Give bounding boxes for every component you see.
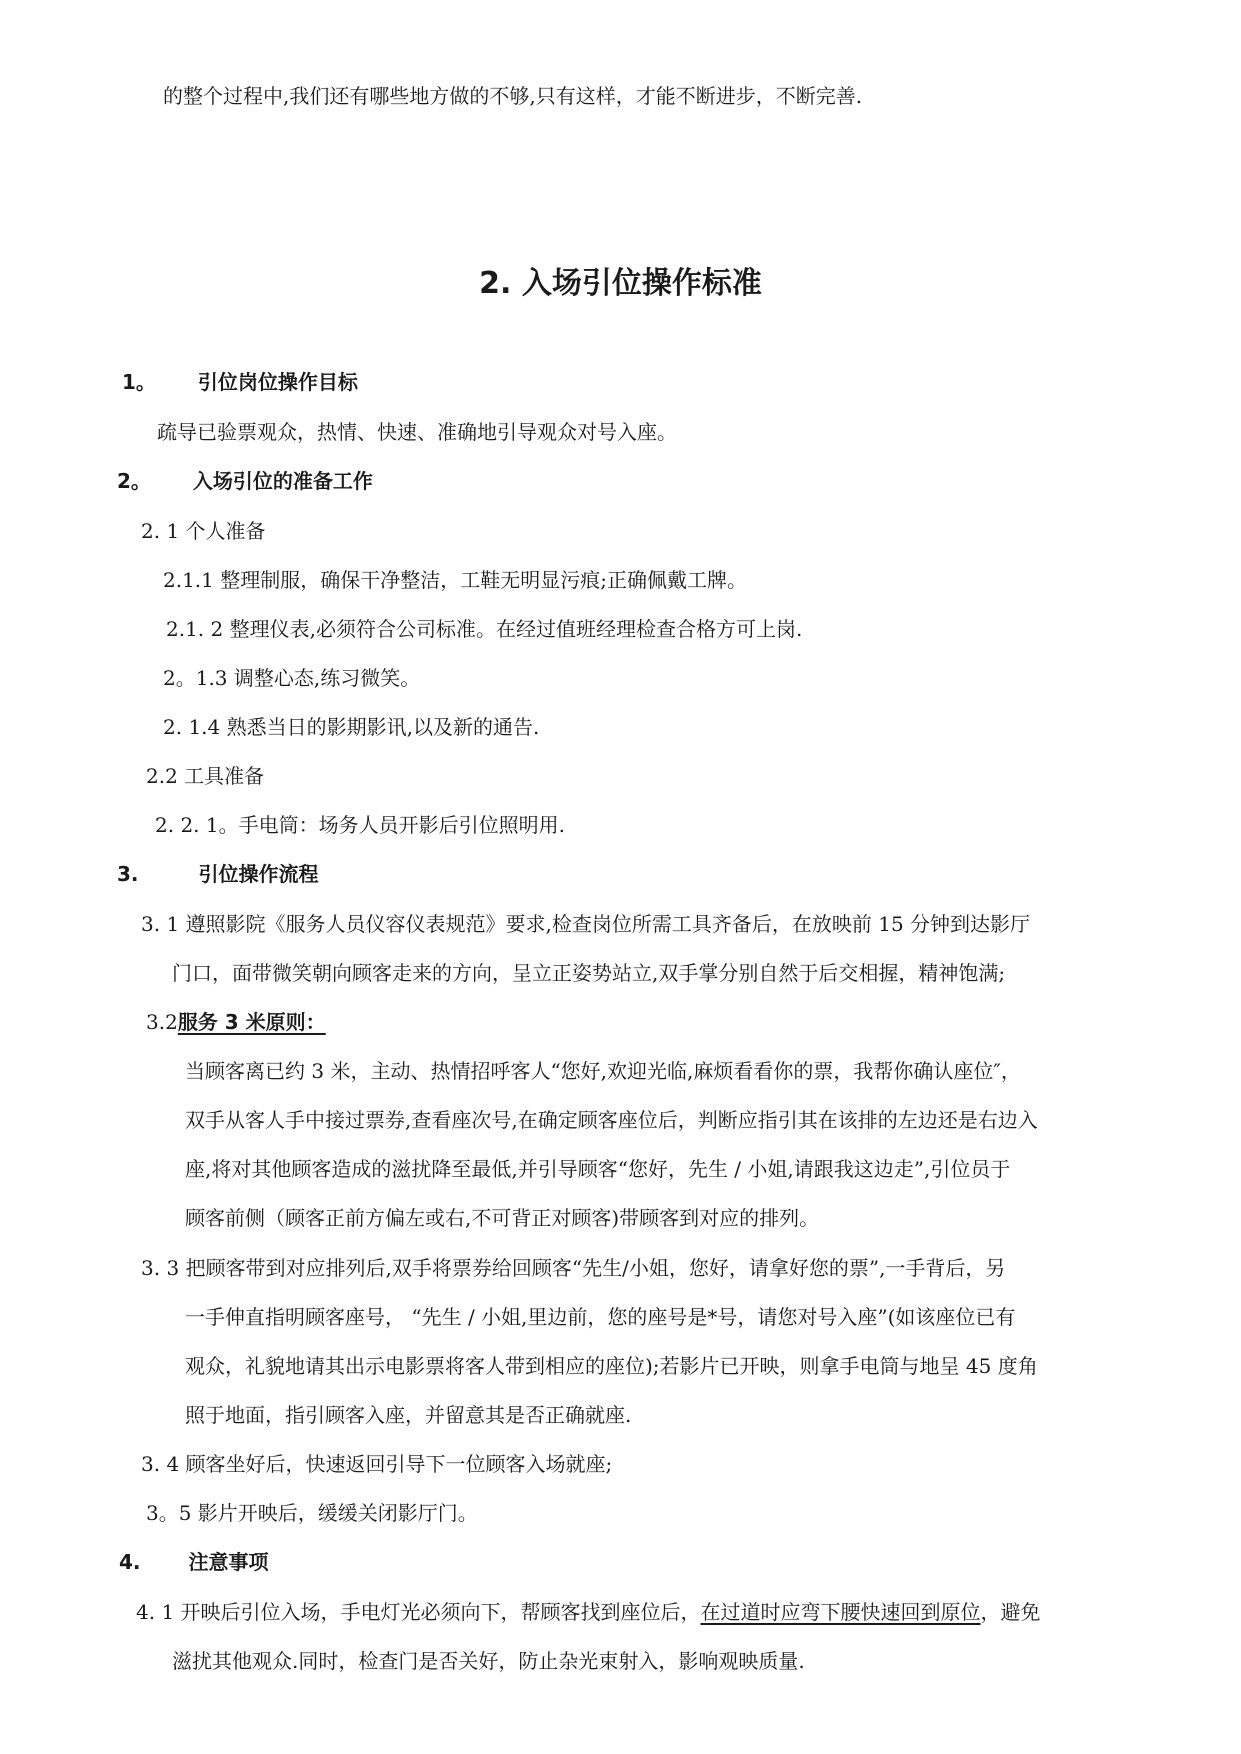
section-3-heading [117, 860, 319, 888]
para-4-1-text-a: 4. 1 开映后引位入场，手电灯光必须向下，帮顾客找到座位后， [136, 1600, 701, 1624]
item-2-1-2: 2.1. 2 整理仪表,必须符合公司标准。在经过值班经理检查合格方可上岗. [166, 617, 803, 641]
section-1-text: 疏导已验票观众，热情、快速、准确地引导观众对号入座。 [157, 420, 677, 444]
para-4-1-underlined: 在过道时应弯下腰快速回到原位 [700, 1600, 981, 1624]
page-title: 2. 入场引位操作标准 [479, 266, 762, 301]
para-3-3-line-2: 一手伸直指明顾客座号， “先生 / 小姐,里边前，您的座号是*号，请您对号入座”(如该座位已有 [185, 1305, 1016, 1329]
section-4-heading [119, 1548, 269, 1576]
para-3-2-line-4: 顾客前侧（顾客正前方偏左或右,不可背正对顾客)带顾客到对应的排列。 [185, 1206, 820, 1230]
section-2-heading [117, 467, 373, 495]
section-number: 4. [119, 1550, 141, 1574]
para-3-3-line-3: 观众，礼貌地请其出示电影票将客人带到相应的座位);若影片已开映，则拿手电筒与地呈 45 度角 [185, 1354, 1038, 1378]
section-title: 引位岗位操作目标 [197, 370, 358, 394]
para-4-1-line-2: 滋扰其他观众.同时，检查门是否关好，防止杂光束射入，影响观映质量. [172, 1649, 805, 1673]
item-2-2-1: 2. 2. 1。手电筒：场务人员开影后引位照明用. [155, 813, 565, 837]
section-title: 引位操作流程 [198, 862, 319, 886]
para-3-1-line-1: 3. 1 遵照影院《服务人员仪容仪表规范》要求,检查岗位所需工具齐备后，在放映前 15 分钟到达影厅 [141, 912, 1031, 936]
intro-line: 的整个过程中,我们还有哪些地方做的不够,只有这样，才能不断进步，不断完善. [163, 84, 863, 108]
subsection-2-1: 2. 1 个人准备 [141, 519, 266, 543]
para-4-1-line-1 [136, 1598, 1041, 1626]
subsection-2-2: 2.2 工具准备 [146, 764, 265, 788]
item-2-1-1: 2.1.1 整理制服，确保干净整洁，工鞋无明显污痕;正确佩戴工牌。 [163, 568, 747, 592]
para-3-2-line-1: 当顾客离已约 3 米，主动、热情招呼客人“您好,欢迎光临,麻烦看看你的票，我帮你确认座位″， [185, 1059, 1021, 1083]
para-3-3-line-4: 照于地面，指引顾客入座，并留意其是否正确就座. [185, 1403, 632, 1427]
para-3-2-line-2: 双手从客人手中接过票券,查看座次号,在确定顾客座位后，判断应指引其在该排的左边还是右边入 [185, 1108, 1038, 1132]
section-1-heading [122, 368, 358, 396]
para-3-2-line-3: 座,将对其他顾客造成的滋扰降至最低,并引导顾客“您好，先生 / 小姐,请跟我这边走”,引位员于 [185, 1157, 1011, 1181]
section-number: 3. [117, 862, 139, 886]
para-3-1-line-2: 门口，面带微笑朝向顾客走来的方向，呈立正姿势站立,双手掌分别自然于后交相握，精神饱满; [172, 961, 1006, 985]
section-number: 1。 [122, 370, 156, 394]
para-3-3-line-1: 3. 3 把顾客带到对应排列后,双手将票券给回顾客“先生/小姐，您好，请拿好您的票”,一手背后，另 [141, 1256, 1006, 1280]
section-title: 入场引位的准备工作 [192, 469, 373, 493]
section-title: 注意事项 [188, 1550, 269, 1574]
para-3-2-heading: 服务 3 米原则： [177, 1010, 326, 1034]
section-number: 2。 [117, 469, 151, 493]
para-number: 3.2 [146, 1010, 178, 1034]
para-3-2-heading-line [146, 1008, 326, 1036]
item-2-1-4: 2. 1.4 熟悉当日的影期影讯,以及新的通告. [163, 715, 540, 739]
para-3-4: 3. 4 顾客坐好后，快速返回引导下一位顾客入场就座; [141, 1452, 613, 1476]
para-4-1-text-b: ，避免 [980, 1600, 1041, 1624]
para-3-5: 3。5 影片开映后，缓缓关闭影厅门。 [146, 1501, 478, 1525]
item-2-1-3: 2。1.3 调整心态,练习微笑。 [163, 666, 421, 690]
